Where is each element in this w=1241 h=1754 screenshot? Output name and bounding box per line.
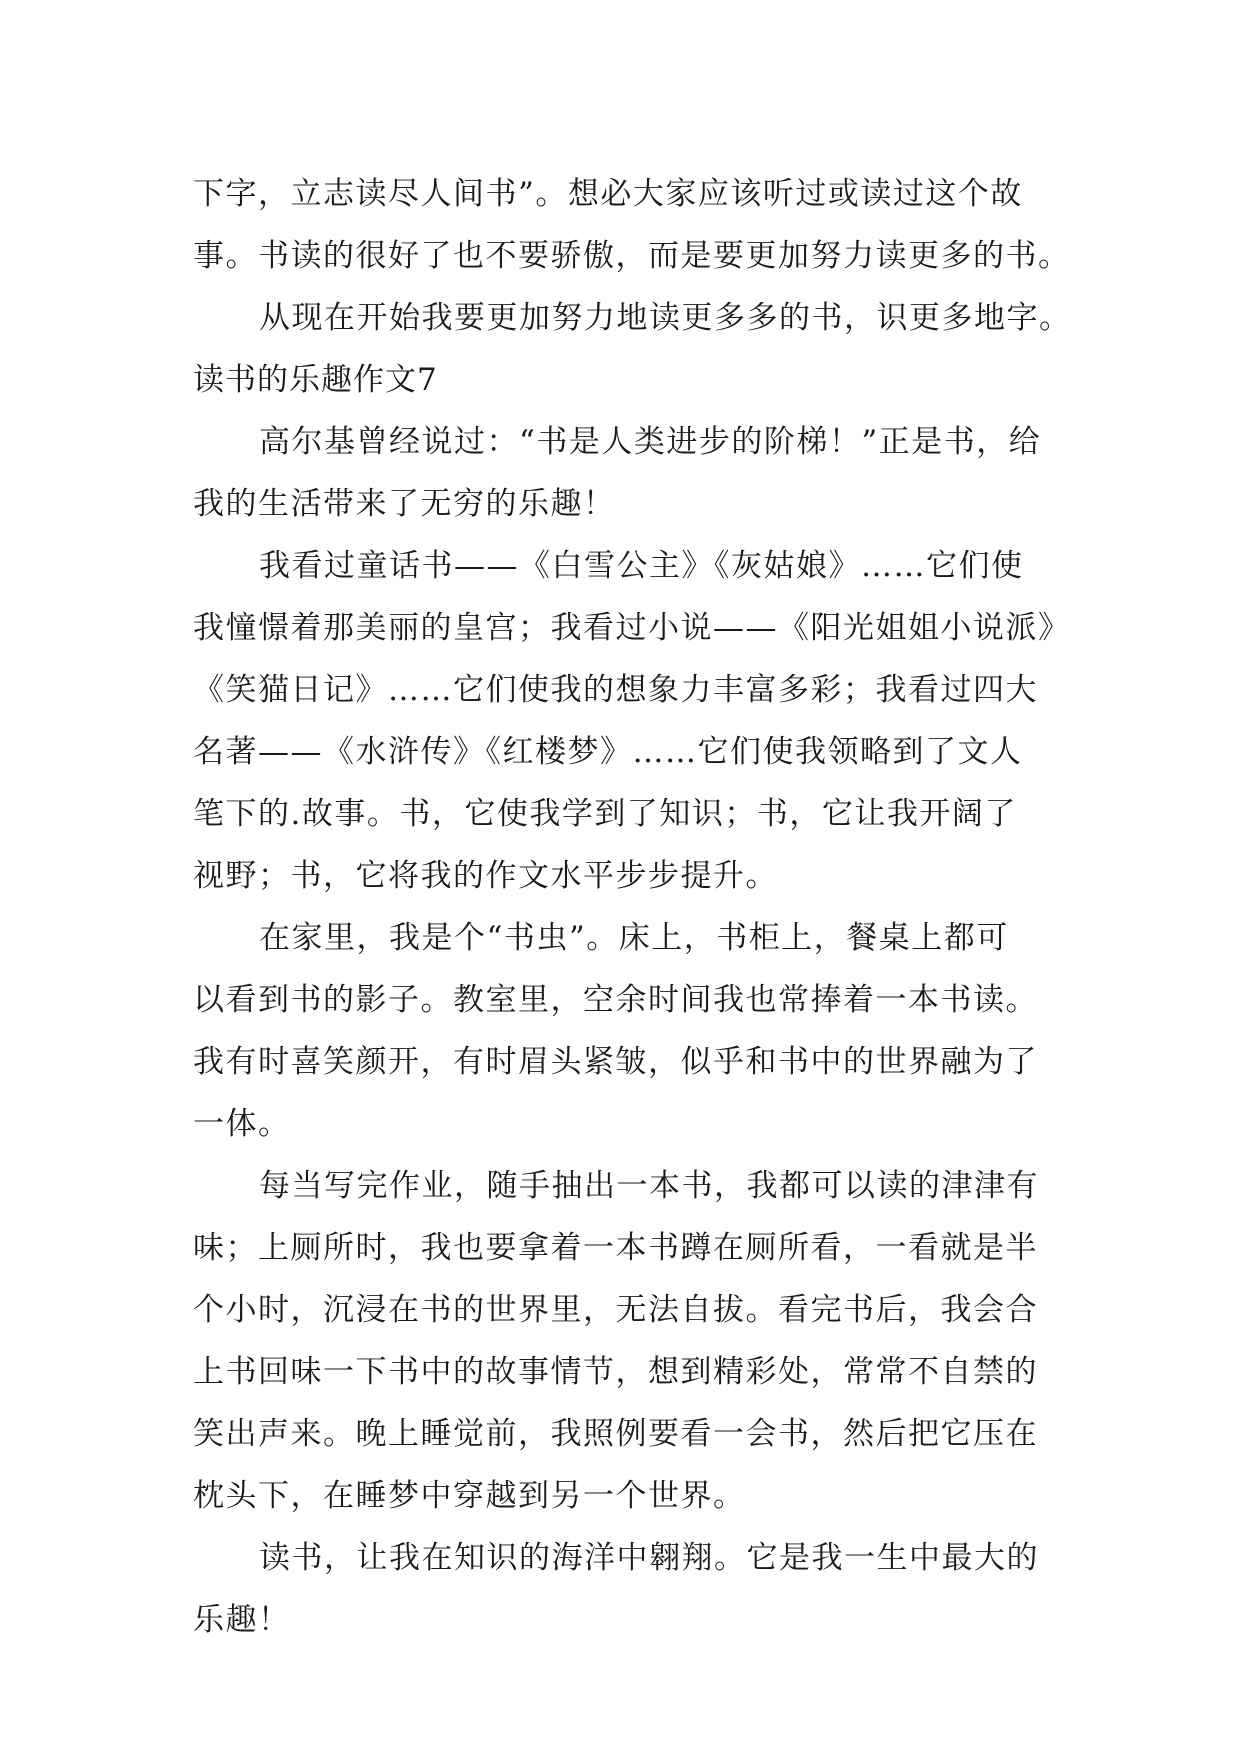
text-line: 个小时，沉浸在书的世界里，无法自拔。看完书后，我会合	[193, 1292, 1038, 1328]
text-line: 名著——《水浒传》《红楼梦》……它们使我领略到了文人	[193, 734, 1023, 770]
text-line: 一体。	[193, 1106, 291, 1142]
text-line: 视野；书，它将我的作文水平步步提升。	[193, 858, 778, 894]
paragraph-start: 在家里，我是个“书虫”。床上，书柜上，餐桌上都可	[259, 920, 1009, 956]
section-title: 读书的乐趣作文7	[193, 362, 438, 398]
text-line: 我憧憬着那美丽的皇宫；我看过小说——《阳光姐姐小说派》	[193, 610, 1071, 646]
text-line: 味；上厕所时，我也要拿着一本书蹲在厕所看，一看就是半	[193, 1230, 1038, 1266]
text-line: 事。书读的很好了也不要骄傲，而是要更加努力读更多的书。	[193, 238, 1071, 274]
text-line: 我的生活带来了无穷的乐趣！	[193, 486, 616, 522]
paragraph-start: 从现在开始我要更加努力地读更多多的书，识更多地字。	[259, 300, 1072, 336]
document-page	[193, 163, 1073, 1651]
text-line: 枕头下，在睡梦中穿越到另一个世界。	[193, 1478, 746, 1514]
paragraph-start: 我看过童话书——《白雪公主》《灰姑娘》……它们使	[259, 548, 1024, 584]
text-line: 上书回味一下书中的故事情节，想到精彩处，常常不自禁的	[193, 1354, 1038, 1390]
paragraph-start: 高尔基曾经说过：“书是人类进步的阶梯！”正是书，给	[259, 424, 1042, 460]
paragraph-start: 每当写完作业，随手抽出一本书，我都可以读的津津有	[259, 1168, 1039, 1204]
text-line: 笑出声来。晚上睡觉前，我照例要看一会书，然后把它压在	[193, 1416, 1038, 1452]
text-line: 乐趣！	[193, 1602, 291, 1638]
text-line: 我有时喜笑颜开，有时眉头紧皱，似乎和书中的世界融为了	[193, 1044, 1038, 1080]
text-line: 以看到书的影子。教室里，空余时间我也常捧着一本书读。	[193, 982, 1038, 1018]
paragraph-start: 读书，让我在知识的海洋中翱翔。它是我一生中最大的	[259, 1540, 1039, 1576]
text-line: 下字，立志读尽人间书”。想必大家应该听过或读过这个故	[193, 176, 1023, 212]
text-line: 笔下的.故事。书，它使我学到了知识；书，它让我开阔了	[193, 796, 1017, 832]
text-line: 《笑猫日记》……它们使我的想象力丰富多彩；我看过四大	[193, 672, 1038, 708]
